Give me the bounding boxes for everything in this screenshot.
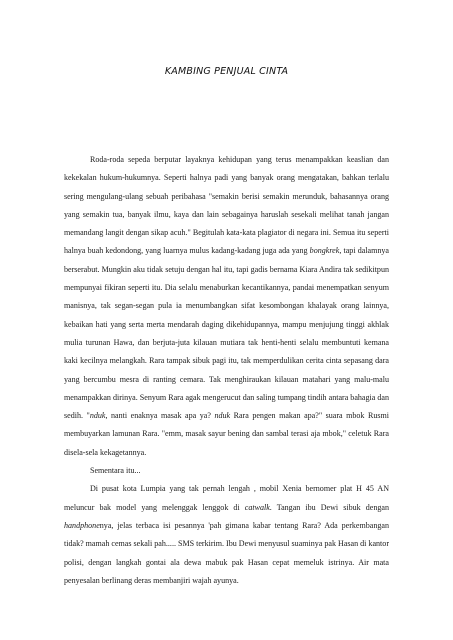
italic-text: bongkrek [309, 246, 340, 256]
document-body [64, 151, 389, 590]
text-run: Di pusat kota Lumpia yang tak pernah lengah , mobil Xenia bernomer plat H 45 AN meluncur bak model yang melenggak lenggok di [64, 484, 389, 512]
italic-text: nduk [89, 411, 106, 421]
paragraph [64, 151, 389, 462]
text-run: Rara pengen makan apa?" suara mbok Rusmi membuyarkan lamunan Rara. "emm, masak sayur bening dan sambal terasi aja mbok," celetuk Rara disela-sela kekagetannya. [64, 411, 390, 457]
italic-text: handphone [64, 520, 100, 530]
text-run: nya, jelas terbaca isi pesannya 'pah gimana kabar tentang Rara? Ada perkembangan tidak? mamah cemas sekali pah..... SMS terkirim. Ibu Dewi menyusul suaminya pak Hasan di kantor polisi, dengan langkah gontai ala dewa mabuk pak Hasan cepat memeluk istrinya. Air mata penyesalan berlinang deras membanjiri wajah ayunya. [64, 520, 389, 585]
paragraph [64, 480, 389, 590]
text-run: Sementara itu... [90, 466, 141, 476]
text-run: Roda-roda sepeda berputar layaknya kehidupan yang terus menampakkan keaslian dan kekekalan hukum-hukumnya. Seperti halnya padi yang banyak orang mengatakan, bahkan terlalu sering mengulang-ulang sebuah peribahasa "semakin berisi semakin merunduk, bahasannya orang yang semakin tua, banyak ilmu, kaya dan lain sebagainya haruslah sesekali melihat tanah jangan memandang langit dengan sikap acuh." Begitulah kata-kata plagiator di negara ini. Semua itu seperti halnya buah kedondong, yang luarnya mulus kadang-kadang juga ada yang [64, 155, 389, 256]
italic-text: catwalk [244, 502, 270, 512]
text-run: . Tangan ibu Dewi sibuk dengan [269, 502, 389, 512]
text-run: , tapi dalamnya berserabut. Mungkin aku tidak setuju dengan hal itu, tapi gadis bernama Kiara Andira tak sedikitpun mempunyai fikiran seperti itu. Dia selalu menaburkan kecantikannya, pandai menempatkan senyum manisnya, tak segan-segan pula ia menumbangkan sifat kesombongan khalayak orang lainnya, kebaikan hati yang serta merta mendarah daging dikehidupannya, mampu menjujung tinggi akhlak mulia turunan Hawa, dan berjuta-juta kilauan mutiara tak henti-henti selalu membuntuti kemana kaki kecilnya melangkah. Rara tampak sibuk pagi itu, tak memperdulikan cerita cinta sepasang dara yang bercumbu mesra di ranting cemara. Tak menghiraukan kilauan matahari yang malu-malu menampakkan dirinya. Senyum Rara agak mengerucut dan saling tumpang tindih antara bahagia dan sedih. " [64, 246, 389, 421]
document-title: KAMBING PENJUAL CINTA [164, 66, 289, 77]
paragraph [64, 462, 389, 480]
italic-text: nduk [214, 411, 231, 421]
text-run: , nanti enaknya masak apa ya? [105, 411, 215, 421]
